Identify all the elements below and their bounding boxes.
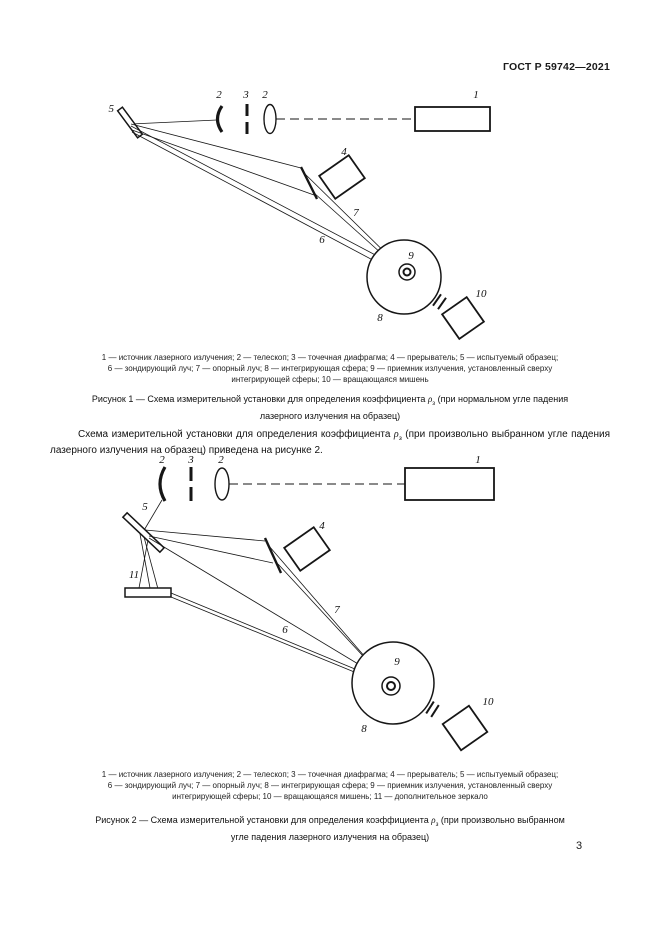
caption-line [50, 393, 610, 410]
page-number: 3 [576, 840, 583, 852]
figure2-legend [50, 769, 610, 802]
label-sphere: 8 [361, 723, 367, 735]
figure1-legend [50, 352, 610, 385]
caption-text: (при нормальном угле падения [435, 394, 569, 404]
probe-beam [131, 126, 400, 268]
beam-line [132, 130, 314, 195]
rho-symbol: ρ [427, 394, 433, 404]
figure2-diagram [50, 452, 610, 762]
chopper-box [319, 155, 365, 199]
label-receiver: 9 [408, 250, 414, 262]
label-lens: 2 [218, 454, 224, 466]
label-reference-beam: 7 [334, 604, 340, 616]
target-mount-bar [431, 705, 439, 717]
figure1-caption [50, 393, 610, 423]
label-diaphragm: 3 [188, 454, 194, 466]
lens [215, 468, 229, 500]
probe-beam [132, 132, 399, 274]
additional-mirror [125, 588, 171, 597]
paragraph-text: Схема измерительной установки для определения коэффициента [78, 429, 394, 440]
lens [264, 105, 276, 134]
beam-line [149, 538, 383, 679]
test-sample [123, 513, 164, 552]
paragraph-text: (при произвольно выбранном угле падения лазерного излучения на образец) приведена на рисунке 2. [50, 429, 610, 456]
probe-beam [171, 593, 384, 681]
document-header: ГОСТ Р 59742—2021 [502, 61, 610, 73]
figure1-diagram [50, 85, 610, 350]
label-chopper: 4 [319, 520, 325, 532]
figure2-caption [50, 814, 610, 844]
rho-subscript: з [398, 435, 402, 442]
laser-source-box [405, 468, 494, 500]
caption-line: лазерного излучения на образец) [259, 410, 401, 421]
label-laser: 1 [475, 454, 481, 466]
rho-subscript: з [432, 399, 436, 407]
target-mount-bar [438, 298, 446, 309]
caption-text: (при произвольно выбранном [438, 815, 565, 825]
label-target: 10 [482, 696, 494, 708]
rho-symbol: ρ [393, 429, 399, 440]
label-laser: 1 [473, 89, 479, 101]
legend-line: 1 — источник лазерного излучения; 2 — телескоп; 3 — точечная диафрагма; 4 — прерыватель; 5 — испытуемый образец; [101, 353, 559, 362]
label-probe-beam: 6 [282, 624, 288, 636]
legend-line: интегрирующей сферы; 10 — вращающаяся мишень [231, 375, 429, 384]
legend-line: интегрирующей сферы; 10 — вращающаяся мишень; 11 — дополнительное зеркало [172, 792, 488, 801]
beam-line [131, 120, 217, 124]
chopper-box [284, 527, 330, 571]
integrating-sphere [367, 240, 441, 314]
rotating-target [442, 297, 484, 339]
legend-line: 1 — источник лазерного излучения; 2 — телескоп; 3 — точечная диафрагма; 4 — прерыватель; 5 — испытуемый образец; [101, 770, 559, 779]
rho-subscript: з [435, 820, 439, 828]
label-lens: 2 [262, 89, 268, 101]
label-sphere: 8 [377, 312, 383, 324]
label-chopper: 4 [341, 146, 347, 158]
legend-line: 6 — зондирующий луч; 7 — опорный луч; 8 — интегрирующая сфера; 9 — приемник излучения, установленный сверху [107, 364, 553, 373]
beam-splitter [265, 538, 281, 573]
label-diaphragm: 3 [243, 89, 249, 101]
rho-symbol: ρ [431, 815, 436, 825]
rotating-target [443, 706, 488, 751]
caption-text: Рисунок 2 — Схема измерительной установки для определения коэффициента [95, 815, 432, 825]
label-telescope-lens: 2 [159, 454, 165, 466]
laser-source-box [415, 107, 490, 131]
caption-text: Рисунок 1 — Схема измерительной установки для определения коэффициента [91, 394, 428, 404]
label-target: 10 [475, 288, 487, 300]
label-receiver: 9 [394, 656, 400, 668]
label-probe-beam: 6 [319, 234, 325, 246]
telescope-lens [218, 106, 223, 132]
label-sample: 5 [142, 501, 148, 513]
telescope-lens [160, 467, 165, 501]
test-sample [118, 107, 143, 138]
beam-line [131, 124, 301, 168]
label-additional-mirror: 11 [128, 569, 140, 581]
legend-line: 6 — зондирующий луч; 7 — опорный луч; 8 — интегрирующая сфера; 9 — приемник излучения, установленный сверху [107, 781, 553, 790]
label-telescope-lens: 2 [216, 89, 222, 101]
label-reference-beam: 7 [353, 207, 359, 219]
label-sample: 5 [108, 103, 114, 115]
caption-line: угле падения лазерного излучения на образец) [230, 831, 430, 842]
caption-line [50, 814, 610, 831]
